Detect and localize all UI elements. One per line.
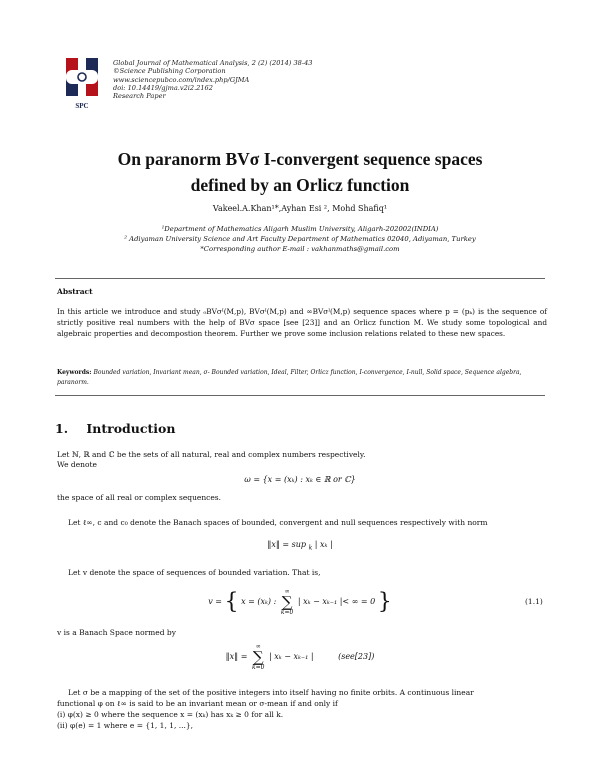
logo-shape-navy-top (86, 58, 98, 76)
sup-norm-lhs: ‖x‖ = sup (267, 540, 307, 549)
abstract-bottom-rule (55, 395, 545, 396)
equation-bv-norm (0, 643, 600, 671)
sigma-symbol: ∑ (281, 593, 293, 611)
equation-v-space (0, 588, 600, 616)
logo-shape-red-bottom (86, 78, 98, 96)
paragraph-banach-normed: v is a Banach Space normed by (57, 628, 176, 637)
equation-number: (1.1) (525, 597, 543, 606)
left-brace: { (224, 589, 239, 615)
paragraph-invariant-mean-1: Let σ be a mapping of the set of the positive integers into itself having no finite orbits. A continuous linear (68, 688, 474, 697)
logo-ring (78, 73, 86, 81)
paragraph-banach-spaces: Let ℓ∞, c and c₀ denote the Banach spaces of bounded, convergent and null sequences respectively with norm (68, 518, 488, 527)
paragraph-number-sets: Let ℕ, ℝ and ℂ be the sets of all natural, real and complex numbers respectively. (57, 450, 366, 459)
v-space-lhs: v = (208, 597, 222, 606)
bv-norm-rhs: | xₖ − xₖ₋₁ | (268, 652, 314, 661)
sum-lower-limit: k=0 (280, 609, 294, 616)
paper-title (0, 146, 600, 198)
journal-citation: Global Journal of Mathematical Analysis, 2 (2) (2014) 38-43 (113, 59, 313, 67)
keywords-label: Keywords: (57, 369, 92, 376)
citation-ref[interactable]: (see[23]) (338, 652, 375, 661)
sum-operator-2 (252, 643, 264, 671)
journal-info (113, 59, 312, 100)
keywords-list: Bounded variation, Invariant mean, σ- Bounded variation, Ideal, Filter, Orlicz function, I-convergence, I-null, Solid space, Sequence algebra, paranorm. (57, 369, 522, 386)
affiliation-1: ¹Department of Mathematics Aligarh Muslim University, Aligarh-202002(INDIA) (161, 225, 439, 233)
journal-copyright: ©Science Publishing Corporation (113, 67, 226, 76)
sum2-upper-limit: ∞ (255, 643, 261, 650)
sum-upper-limit: ∞ (284, 588, 290, 595)
abstract-text: In this article we introduce and study ₀BVσᴵ(M,p), BVσᴵ(M,p) and ∞BVσᴵ(M,p) sequence spaces where p = (pₖ) is the sequence of strictly positive real numbers with the help of BVσ space [see [23]] and an Orlicz function M. We study some topological and algebraic properties and decompostion theorem. Further we prove some inclusion relations related to these new spaces. (57, 307, 547, 338)
journal-article-type: Research Paper (113, 92, 166, 101)
bv-norm-lhs: ‖x‖ = (225, 652, 248, 661)
paragraph-bounded-variation: Let v denote the space of sequences of bounded variation. That is, (68, 568, 321, 577)
abstract-heading: Abstract (57, 287, 93, 296)
sum-operator (281, 588, 293, 616)
sum2-lower-limit: k=0 (251, 664, 265, 671)
section-heading (55, 421, 175, 436)
logo-text: SPC (75, 102, 89, 110)
authors: Vakeel.A.Khan¹*,Ayhan Esi ², Mohd Shafiq¹ (212, 204, 388, 213)
title-line-2: defined by an Orlicz function (190, 175, 410, 195)
v-space-condition: | xₖ − xₖ₋₁ |< ∞ = 0 (297, 597, 376, 606)
keywords (57, 368, 547, 387)
publisher-logo (58, 52, 106, 110)
v-space-set: x = (xₖ) : (241, 597, 277, 606)
equation-omega: ω = {x = (xₖ) : xₖ ∈ ℝ or ℂ} (244, 475, 356, 484)
section-number: 1. (55, 421, 69, 436)
logo-shape-navy-bottom (66, 78, 78, 96)
logo-shape-red-top (66, 58, 78, 76)
section-title: Introduction (86, 421, 176, 436)
journal-doi[interactable]: doi: 10.14419/gjma.v2i2.2162 (113, 83, 213, 92)
journal-url[interactable]: www.sciencepubco.com/index.php/GJMA (113, 75, 250, 84)
equation-sup-norm (0, 540, 600, 552)
paragraph-sequence-space: the space of all real or complex sequences. (57, 493, 222, 502)
abstract-top-rule (55, 278, 545, 279)
sigma-symbol-2: ∑ (252, 648, 264, 666)
condition-i: (i) φ(x) ≥ 0 where the sequence x = (xₖ) has xₖ ≥ 0 for all k. (57, 710, 284, 719)
sup-norm-rhs: | xₖ | (314, 540, 333, 549)
affiliation-2: ² Adiyaman University Science and Art Faculty Department of Mathematics 02040, Adiyaman, Turkey (124, 235, 476, 243)
right-brace: } (377, 589, 392, 615)
sup-norm-index: k (308, 544, 313, 552)
title-line-1: On paranorm BVσ I-convergent sequence spaces (117, 149, 483, 169)
paragraph-invariant-mean-2: functional φ on ℓ∞ is said to be an invariant mean or σ-mean if and only if (57, 699, 338, 708)
condition-ii: (ii) φ(e) = 1 where e = {1, 1, 1, ...}, (57, 721, 194, 730)
paragraph-we-denote: We denote (57, 460, 97, 469)
affiliations (0, 224, 600, 254)
corresponding-email[interactable]: *Corresponding author E-mail : vakhanmaths@gmail.com (200, 245, 400, 253)
